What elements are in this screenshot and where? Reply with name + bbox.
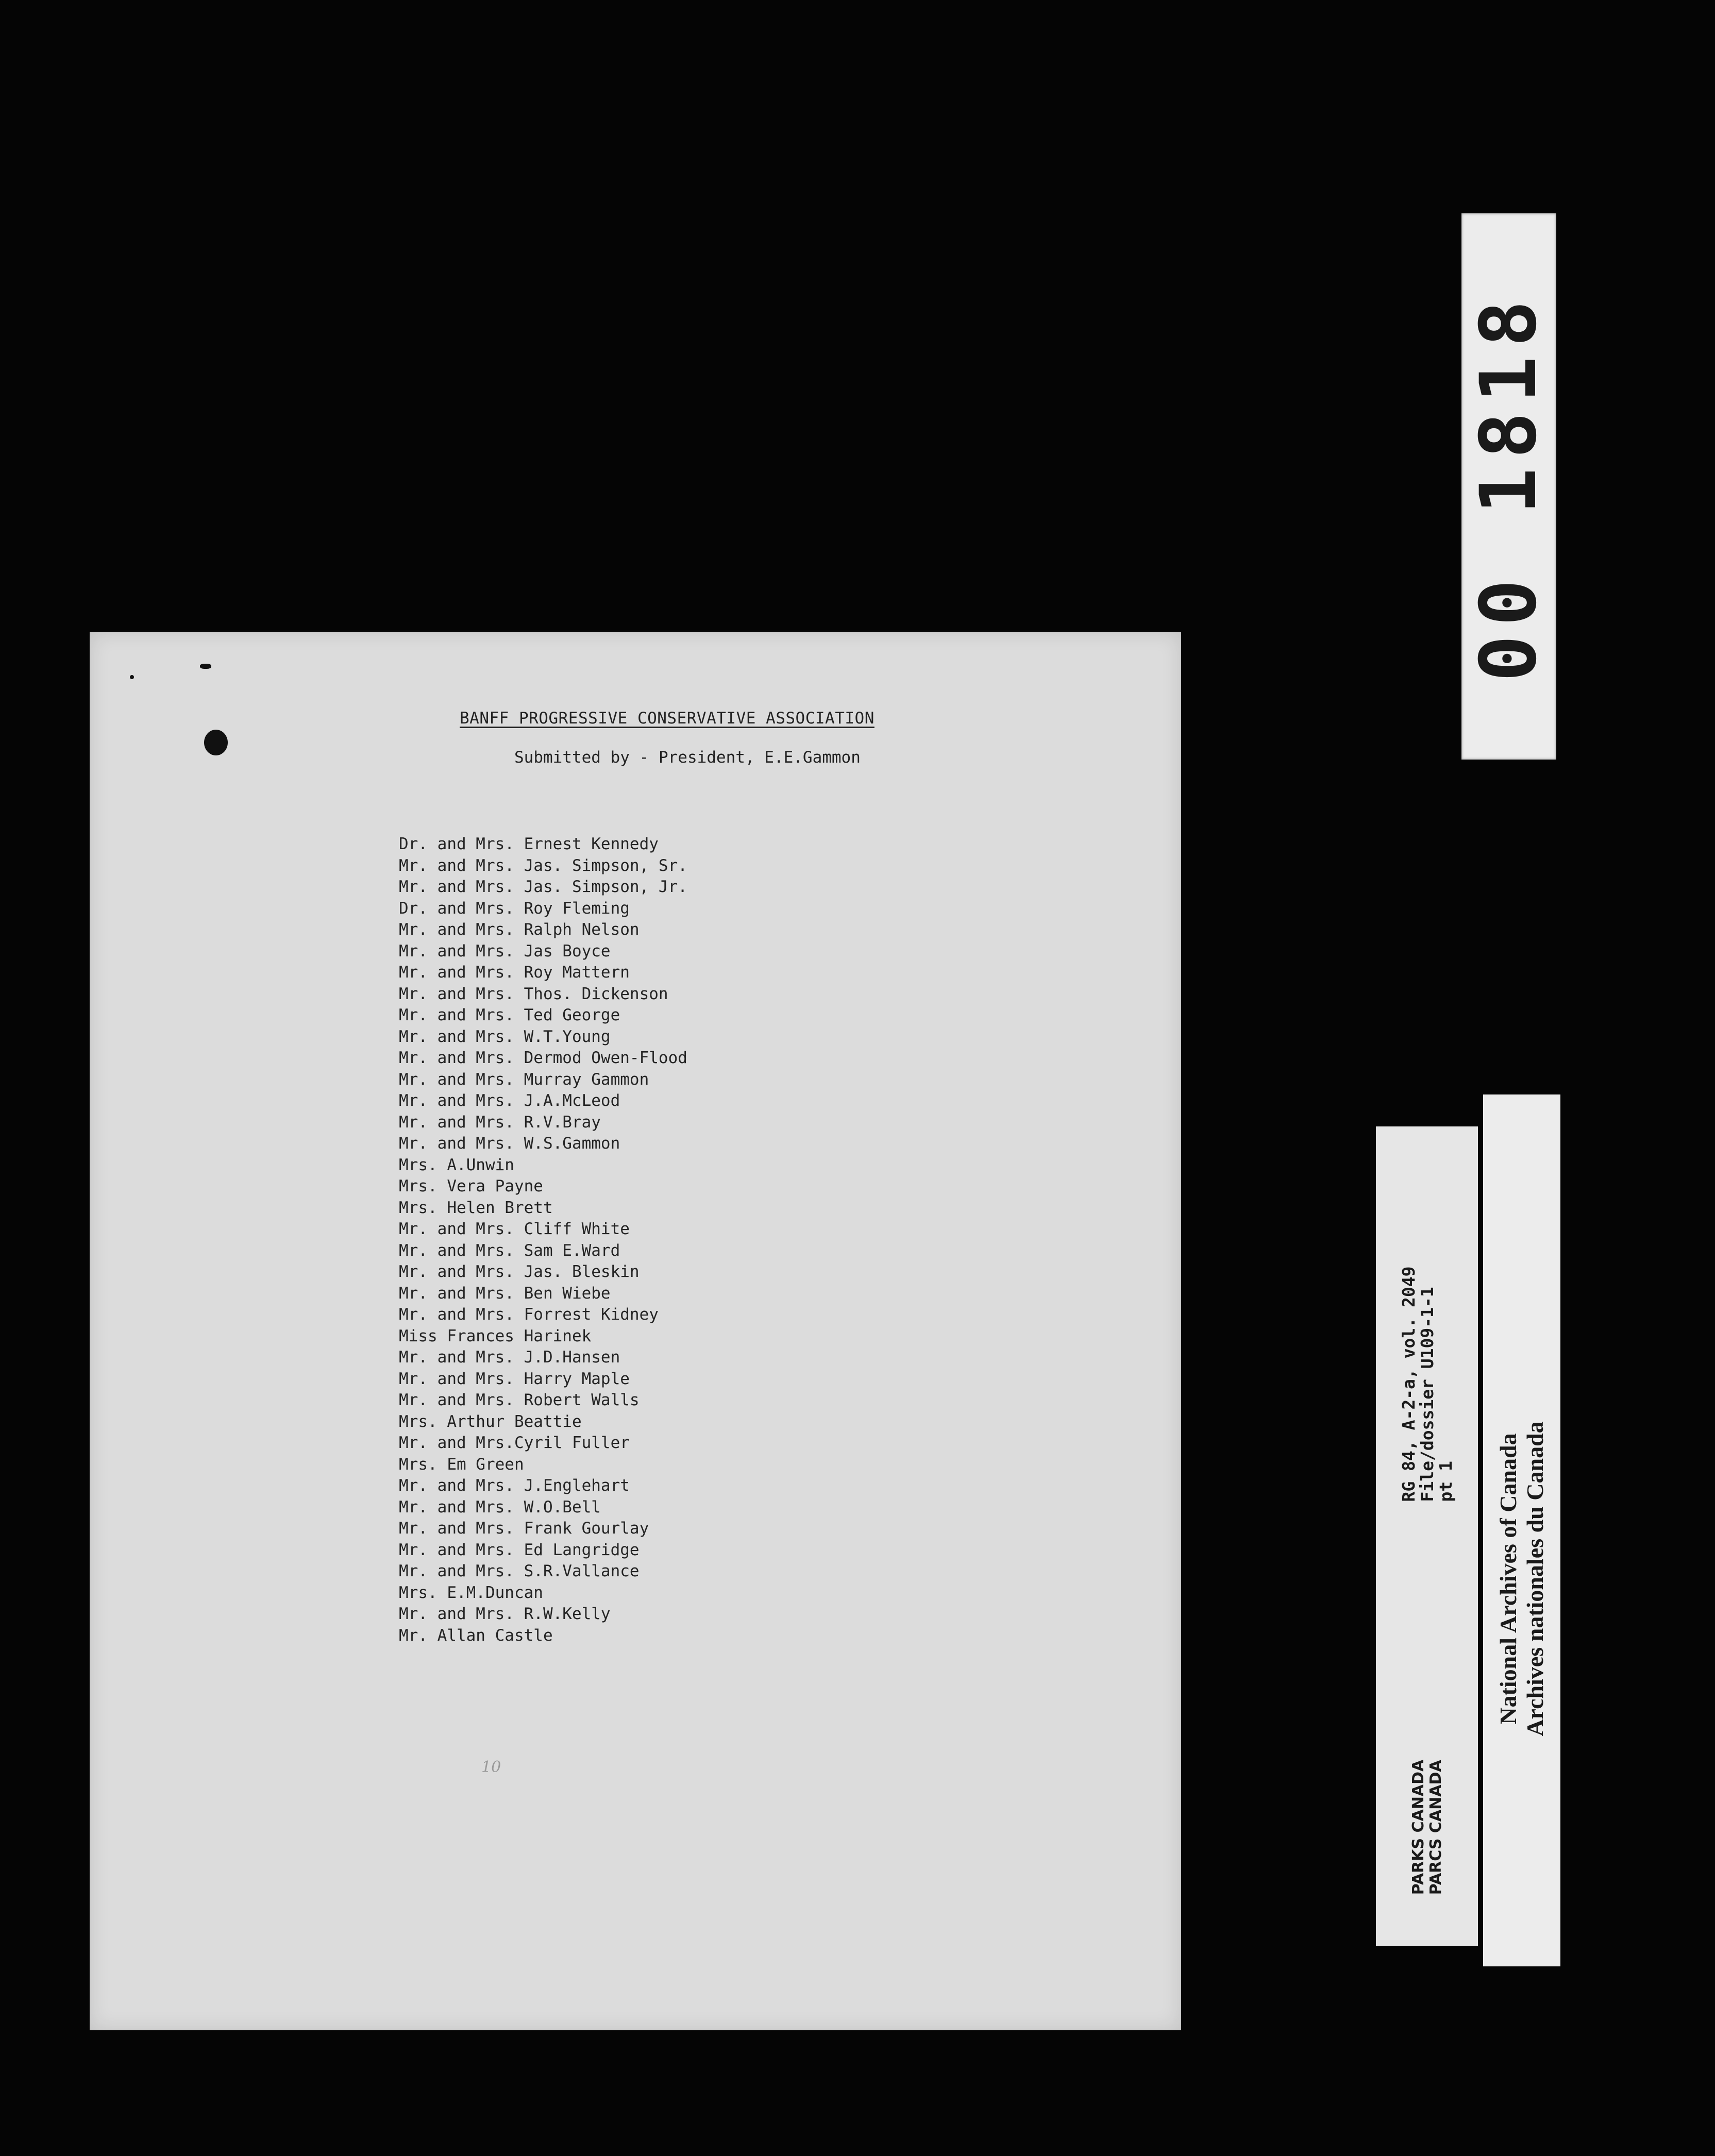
member-entry: Mr. and Mrs. Jas. Bleskin	[399, 1262, 640, 1281]
member-entry: Mr. and Mrs. Jas. Simpson, Jr.	[399, 878, 687, 896]
reference-line: RG 84, A-2-a, vol. 2049	[1399, 1266, 1419, 1502]
member-entry: Mr. and Mrs. W.T.Young	[399, 1027, 611, 1046]
archive-reference-label	[1376, 1126, 1478, 1946]
document-page	[90, 632, 1181, 2030]
national-archives-label	[1483, 1094, 1560, 1966]
nac-french: Archives nationales du Canada	[1522, 1421, 1548, 1737]
member-entry: Mr. and Mrs. Robert Walls	[399, 1391, 640, 1409]
member-entry: Mr. and Mrs. Jas Boyce	[399, 941, 611, 961]
member-entry: Mr. and Mrs. J.A.McLeod	[399, 1091, 620, 1110]
member-entry: Mrs. Em Green	[399, 1455, 524, 1474]
member-entry: Mr. and Mrs. R.W.Kelly	[399, 1605, 611, 1623]
ink-speck	[130, 675, 134, 679]
ink-blot	[204, 730, 228, 755]
member-entry: Mr. and Mrs. Harry Maple	[399, 1369, 630, 1388]
ink-speck	[200, 664, 211, 669]
member-entry: Dr. and Mrs. Ernest Kennedy	[399, 835, 659, 853]
pencil-page-number: 10	[481, 1758, 501, 1776]
member-entry: Mrs. Arthur Beattie	[399, 1412, 582, 1431]
member-entry: Mrs. Helen Brett	[399, 1198, 553, 1217]
member-entry: Mr. Allan Castle	[399, 1626, 553, 1645]
member-entry: Mr. and Mrs. Ted George	[399, 1006, 620, 1024]
member-entry: Mr. and Mrs. Forrest Kidney	[399, 1305, 659, 1324]
member-entry: Mrs. E.M.Duncan	[399, 1583, 543, 1602]
member-entry: Mr. and Mrs. J.Englehart	[399, 1476, 630, 1495]
member-entry: Mr. and Mrs. Roy Mattern	[399, 963, 630, 982]
archive-reference	[1400, 1267, 1455, 1502]
document-title: BANFF PROGRESSIVE CONSERVATIVE ASSOCIATION	[460, 709, 875, 728]
member-entry: Mr. and Mrs. Jas. Simpson, Sr.	[399, 856, 687, 875]
member-entry: Dr. and Mrs. Roy Fleming	[399, 899, 630, 918]
parks-canada-label	[1410, 1760, 1445, 1895]
member-entry: Mr. and Mrs. Frank Gourlay	[399, 1519, 649, 1538]
frame-number: 00 1818	[1464, 291, 1554, 682]
parks-french: PARCS CANADA	[1427, 1760, 1445, 1895]
member-entry: Mr. and Mrs. R.V.Bray	[399, 1113, 601, 1132]
member-entry: Mr. and Mrs. W.O.Bell	[399, 1497, 601, 1517]
member-entry: Mr. and Mrs.Cyril Fuller	[399, 1434, 630, 1452]
member-entry: Mrs. Vera Payne	[399, 1177, 543, 1195]
parks-english: PARKS CANADA	[1409, 1759, 1427, 1895]
member-entry: Mrs. A.Unwin	[399, 1155, 514, 1174]
frame-number-stamp	[1461, 213, 1556, 760]
member-list	[399, 834, 687, 1646]
reference-line: File/dossier U109-1-1	[1417, 1287, 1437, 1502]
member-entry: Mr. and Mrs. Ralph Nelson	[399, 920, 640, 939]
member-entry: Mr. and Mrs. Ben Wiebe	[399, 1284, 611, 1303]
nac-english: National Archives of Canada	[1495, 1433, 1521, 1725]
member-entry: Mr. and Mrs. Dermod Owen-Flood	[399, 1049, 687, 1067]
member-entry: Mr. and Mrs. W.S.Gammon	[399, 1134, 620, 1153]
member-entry: Mr. and Mrs. Ed Langridge	[399, 1540, 640, 1559]
member-entry: Mr. and Mrs. J.D.Hansen	[399, 1348, 620, 1367]
member-entry: Mr. and Mrs. Cliff White	[399, 1220, 630, 1238]
member-entry: Mr. and Mrs. S.R.Vallance	[399, 1562, 640, 1580]
reference-line: pt 1	[1436, 1461, 1456, 1502]
document-subtitle: Submitted by - President, E.E.Gammon	[514, 748, 861, 767]
member-entry: Mr. and Mrs. Murray Gammon	[399, 1070, 649, 1089]
national-archives-text	[1495, 1421, 1549, 1736]
member-entry: Miss Frances Harinek	[399, 1326, 592, 1345]
member-entry: Mr. and Mrs. Thos. Dickenson	[399, 984, 668, 1003]
member-entry: Mr. and Mrs. Sam E.Ward	[399, 1241, 620, 1260]
